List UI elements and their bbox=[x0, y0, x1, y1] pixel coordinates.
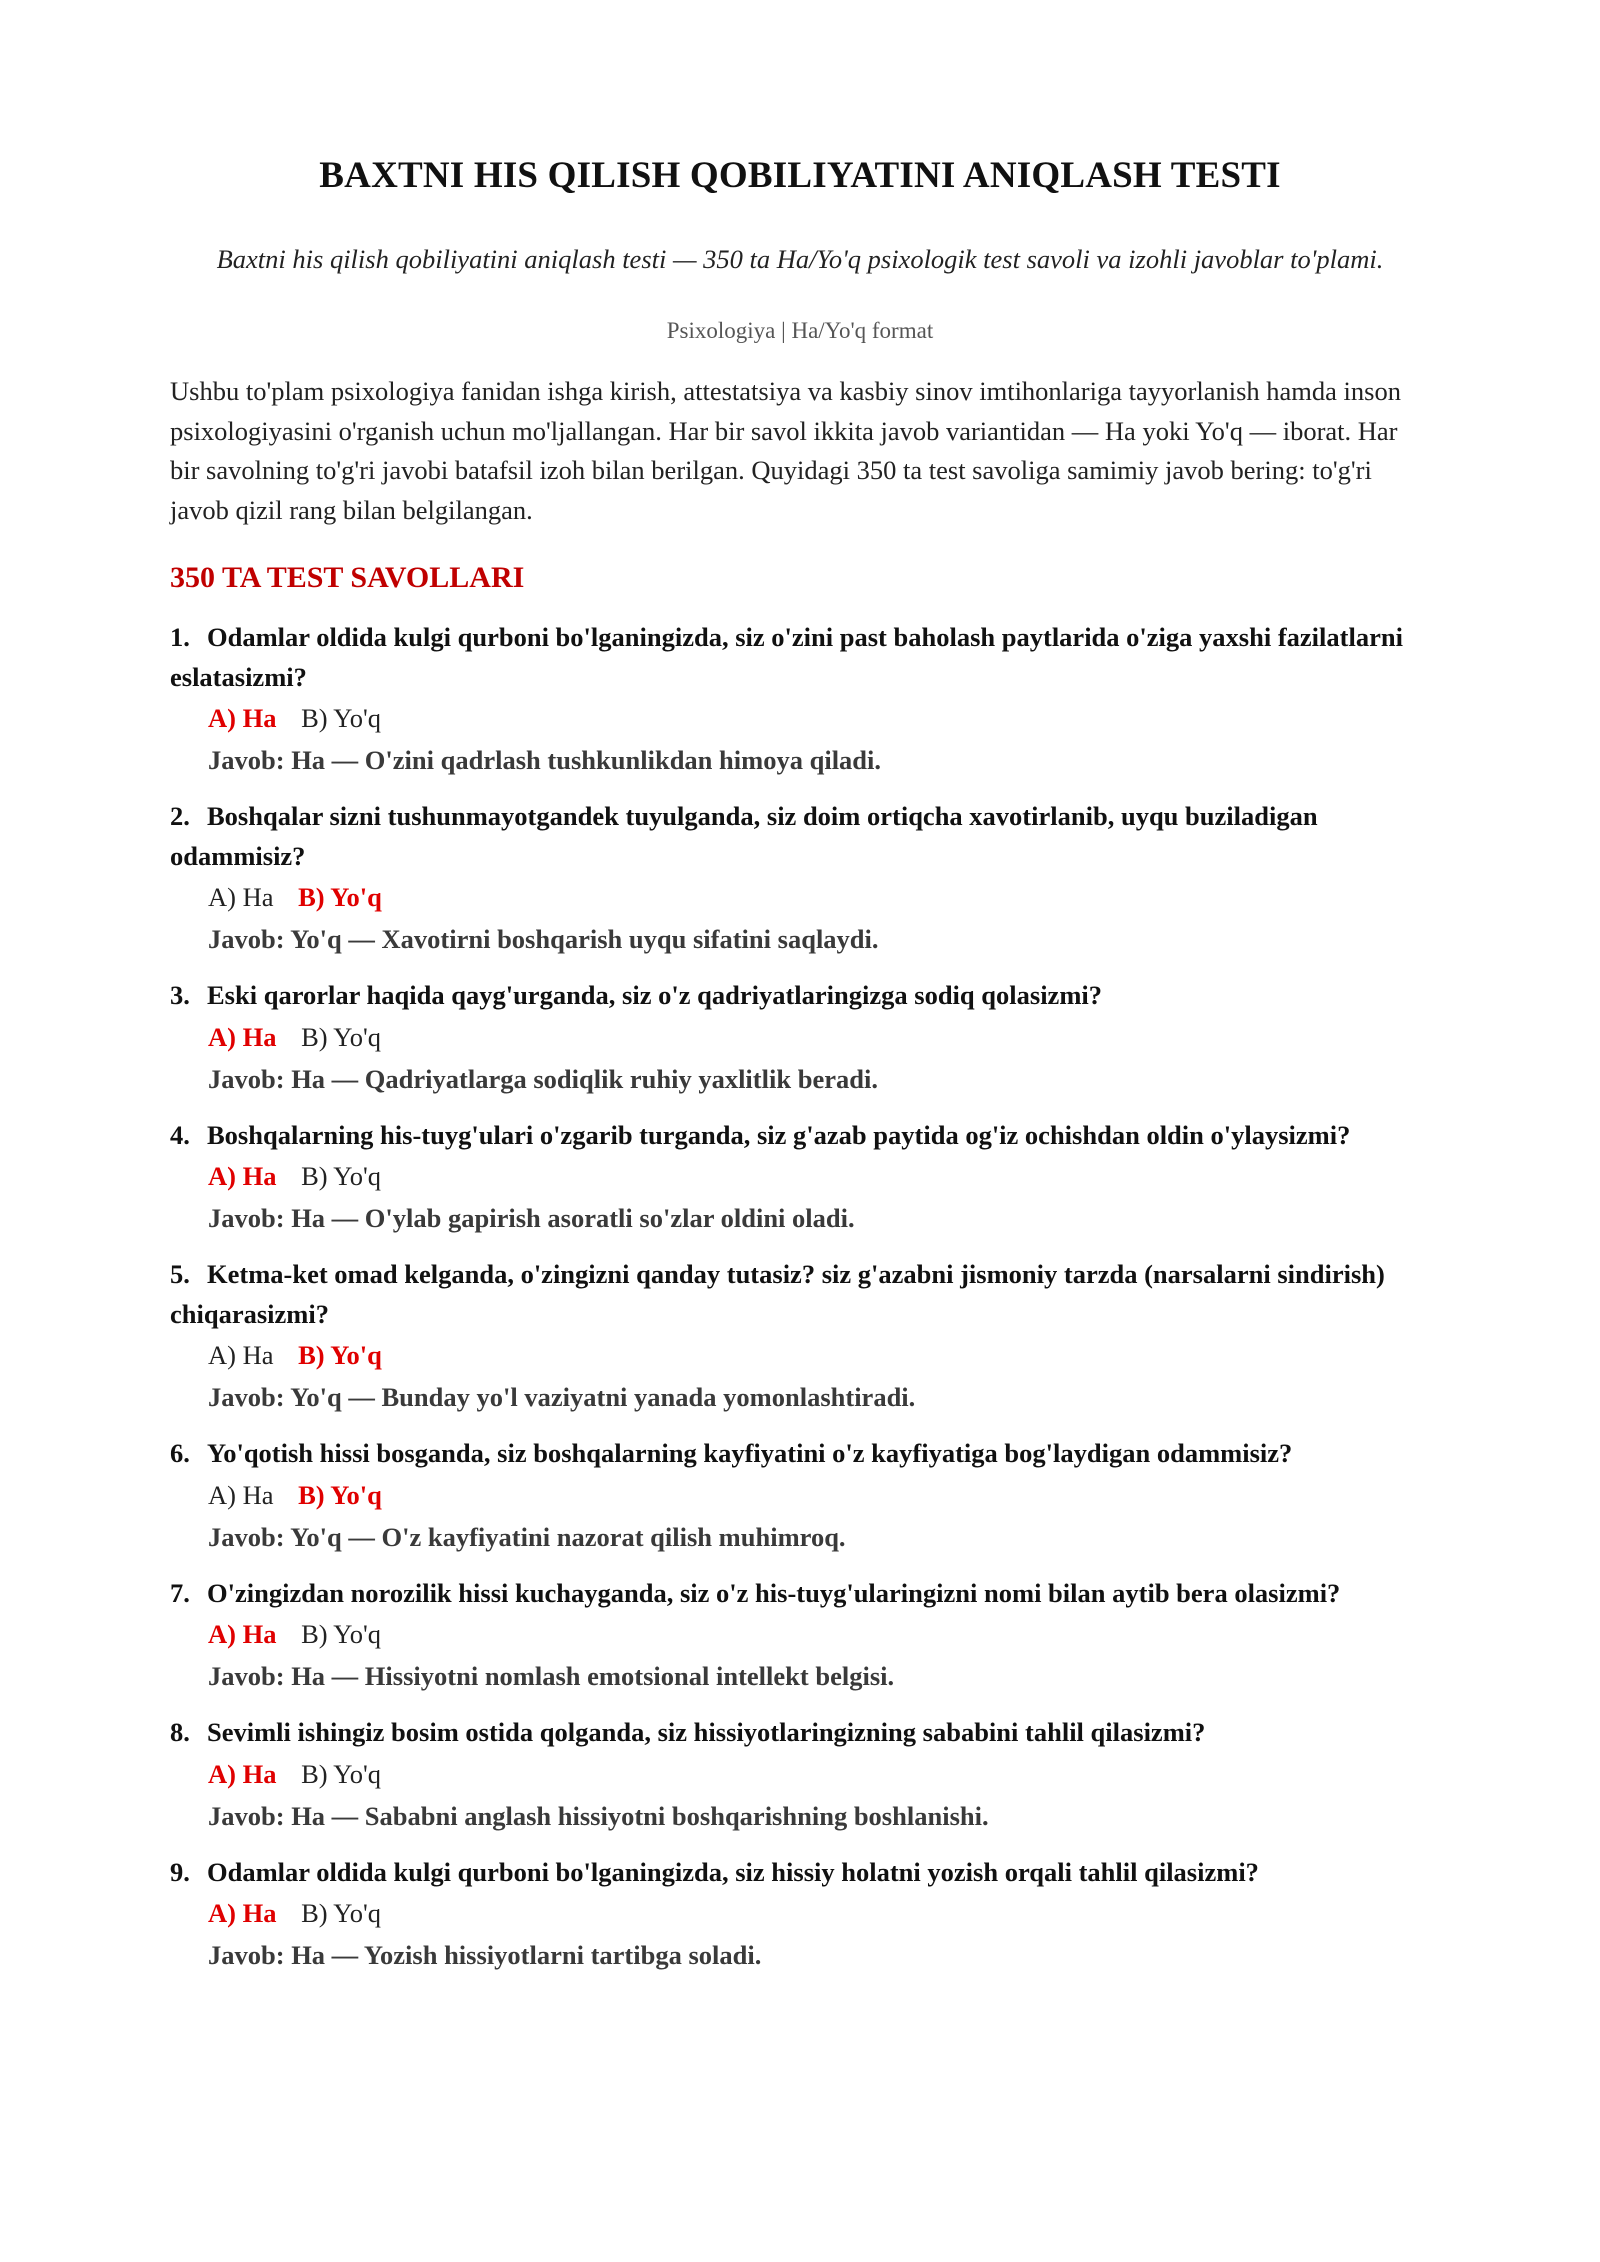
question-text: Ketma-ket omad kelganda, o'zingizni qanday tutasiz? siz g'azabni jismoniy tarzda (narsalarni sindirish) chiqarasizmi? bbox=[170, 1259, 1385, 1329]
question-options bbox=[170, 1155, 1430, 1197]
document-page bbox=[170, 0, 1430, 1992]
question-number: 1. bbox=[170, 622, 190, 652]
question-number: 8. bbox=[170, 1717, 190, 1747]
question-options bbox=[170, 1334, 1430, 1376]
answer-explanation: Javob: Ha — O'ylab gapirish asoratli so'zlar oldini oladi. bbox=[208, 1203, 855, 1233]
answer-explanation: Javob: Yo'q — Bunday yo'l vaziyatni yanada yomonlashtiradi. bbox=[208, 1382, 916, 1412]
question-text-line bbox=[170, 1574, 1430, 1614]
question-item bbox=[170, 618, 1430, 781]
question-options bbox=[170, 697, 1430, 739]
option-b[interactable]: B) Yo'q bbox=[298, 1340, 382, 1370]
question-text-line bbox=[170, 1255, 1430, 1334]
option-b[interactable]: B) Yo'q bbox=[301, 1021, 381, 1052]
question-text-line bbox=[170, 1434, 1430, 1474]
question-number: 9. bbox=[170, 1856, 190, 1887]
option-a[interactable]: A) Ha bbox=[208, 1161, 277, 1191]
option-a[interactable]: A) Ha bbox=[208, 1479, 274, 1510]
option-b[interactable]: B) Yo'q bbox=[301, 1898, 381, 1928]
option-a[interactable]: A) Ha bbox=[208, 1898, 277, 1928]
answer-explanation: Javob: Ha — O'zini qadrlash tushkunlikdan himoya qiladi. bbox=[208, 745, 882, 775]
question-text-line bbox=[170, 797, 1430, 876]
answer-explanation: Javob: Yo'q — Xavotirni boshqarish uyqu sifatini saqlaydi. bbox=[208, 924, 879, 954]
answer-explanation: Javob: Ha — Sababni anglash hissiyotni boshqarishning boshlanishi. bbox=[208, 1800, 989, 1831]
question-number: 4. bbox=[170, 1119, 190, 1150]
question-text-line bbox=[170, 1853, 1430, 1893]
question-text: Boshqalarning his-tuyg'ulari o'zgarib turganda, siz g'azab paytida og'iz ochishdan oldin o'ylaysizmi? bbox=[207, 1119, 1351, 1150]
question-item bbox=[170, 976, 1430, 1100]
question-options bbox=[170, 1613, 1430, 1655]
option-a[interactable]: A) Ha bbox=[208, 1619, 277, 1649]
option-a[interactable]: A) Ha bbox=[208, 1340, 274, 1370]
question-text: Odamlar oldida kulgi qurboni bo'lganingizda, siz hissiy holatni yozish orqali tahlil qilasizmi? bbox=[207, 1856, 1259, 1887]
question-text: Yo'qotish hissi bosganda, siz boshqalarning kayfiyatini o'z kayfiyatiga bog'laydigan odammisiz? bbox=[207, 1438, 1293, 1468]
document-title: BAXTNI HIS QILISH QOBILIYATINI ANIQLASH TESTI bbox=[319, 155, 1281, 196]
option-b[interactable]: B) Yo'q bbox=[301, 1758, 381, 1789]
question-text: Odamlar oldida kulgi qurboni bo'lganingizda, siz o'zini past baholash paytlarida o'ziga yaxshi fazilatlarni eslatasizmi? bbox=[170, 622, 1403, 692]
question-item bbox=[170, 1116, 1430, 1240]
question-options bbox=[170, 1892, 1430, 1934]
question-item bbox=[170, 1255, 1430, 1418]
question-options bbox=[170, 876, 1430, 918]
option-b[interactable]: B) Yo'q bbox=[298, 1479, 382, 1510]
question-number: 5. bbox=[170, 1259, 190, 1289]
question-number: 2. bbox=[170, 801, 190, 831]
document-intro: Ushbu to'plam psixologiya fanidan ishga kirish, attestatsiya va kasbiy sinov imtihonlariga tayyorlanish hamda inson psixologiyasini o'rganish uchun mo'ljallangan. Har bir savol ikkita javob variantidan — Ha yoki Yo'q — iborat. Har bir savolning to'g'ri javobi batafsil izoh bilan berilgan. Quyidagi 350 ta test savoliga samimiy javob bering: to'g'ri javob qizil rang bilan belgilangan. bbox=[170, 376, 1401, 525]
option-a[interactable]: A) Ha bbox=[208, 703, 277, 733]
option-a[interactable]: A) Ha bbox=[208, 882, 274, 912]
option-a[interactable]: A) Ha bbox=[208, 1021, 277, 1052]
question-number: 7. bbox=[170, 1577, 190, 1608]
question-text-line bbox=[170, 1116, 1430, 1156]
document-subtitle: Baxtni his qilish qobiliyatini aniqlash testi — 350 ta Ha/Yo'q psixologik test savoli va izohli javoblar to'plami. bbox=[216, 244, 1384, 274]
question-item bbox=[170, 1434, 1430, 1558]
question-options bbox=[170, 1016, 1430, 1058]
question-list bbox=[170, 618, 1430, 1976]
question-text-line bbox=[170, 618, 1430, 697]
document-meta: Psixologiya | Ha/Yo'q format bbox=[666, 318, 934, 343]
question-number: 6. bbox=[170, 1438, 190, 1468]
question-options bbox=[170, 1474, 1430, 1516]
option-b[interactable]: B) Yo'q bbox=[301, 1619, 381, 1649]
option-b[interactable]: B) Yo'q bbox=[301, 1161, 381, 1191]
answer-explanation: Javob: Ha — Qadriyatlarga sodiqlik ruhiy yaxlitlik beradi. bbox=[208, 1063, 878, 1094]
question-item bbox=[170, 1853, 1430, 1977]
option-b[interactable]: B) Yo'q bbox=[298, 882, 382, 912]
answer-explanation: Javob: Ha — Hissiyotni nomlash emotsional intellekt belgisi. bbox=[208, 1661, 895, 1691]
question-text-line bbox=[170, 1713, 1430, 1753]
question-item bbox=[170, 797, 1430, 960]
question-text: Eski qarorlar haqida qayg'urganda, siz o'z qadriyatlaringizga sodiq qolasizmi? bbox=[207, 980, 1103, 1010]
question-number: 3. bbox=[170, 980, 190, 1010]
answer-explanation: Javob: Ha — Yozish hissiyotlarni tartibga soladi. bbox=[208, 1940, 762, 1970]
question-text: Boshqalar sizni tushunmayotgandek tuyulganda, siz doim ortiqcha xavotirlanib, uyqu buziladigan odammisiz? bbox=[170, 801, 1318, 871]
question-text-line bbox=[170, 976, 1430, 1016]
question-text: O'zingizdan norozilik hissi kuchayganda, siz o'z his-tuyg'ularingizni nomi bilan aytib bera olasizmi? bbox=[207, 1577, 1341, 1608]
question-item bbox=[170, 1713, 1430, 1837]
question-options bbox=[170, 1753, 1430, 1795]
section-heading: 350 TA TEST SAVOLLARI bbox=[170, 561, 525, 594]
option-a[interactable]: A) Ha bbox=[208, 1758, 277, 1789]
answer-explanation: Javob: Yo'q — O'z kayfiyatini nazorat qilish muhimroq. bbox=[208, 1521, 846, 1552]
question-item bbox=[170, 1574, 1430, 1698]
option-b[interactable]: B) Yo'q bbox=[301, 703, 381, 733]
question-text: Sevimli ishingiz bosim ostida qolganda, siz hissiyotlaringizning sababini tahlil qilasizmi? bbox=[207, 1717, 1206, 1747]
